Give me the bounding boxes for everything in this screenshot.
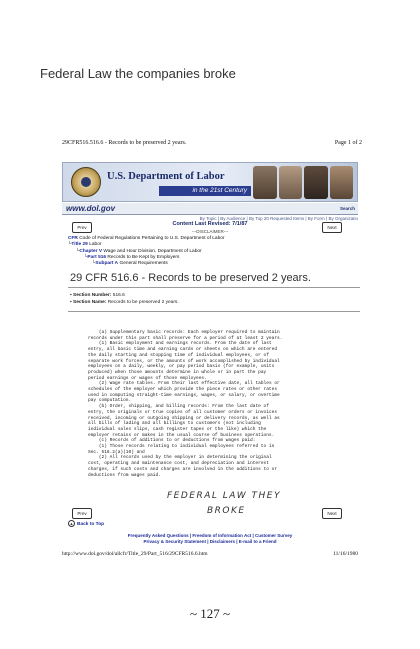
dol-banner — [62, 162, 358, 202]
banner-photo — [304, 166, 328, 199]
banner-photo — [330, 166, 354, 199]
handwritten-note-line1: FEDERAL LAW THEY — [167, 491, 281, 501]
handwritten-note-line2: BROKE — [207, 506, 246, 516]
banner-photo — [279, 166, 303, 199]
print-footer-date: 11/16/1980 — [333, 551, 358, 557]
footer-links-row2[interactable]: Privacy & Security Statement | Disclaimers | E-mail to a Friend — [143, 539, 277, 544]
footer-links-row1[interactable]: Frequently Asked Questions | Freedom of Information Act | Customer Survey — [127, 533, 293, 538]
print-header-page: Page 1 of 2 — [334, 140, 362, 146]
prev-button-bottom[interactable]: Prev — [72, 508, 92, 519]
tree-subpart-link[interactable]: Subpart A — [95, 261, 119, 267]
banner-photos — [253, 166, 353, 199]
section-number: 516.6 — [112, 293, 125, 298]
century-tagline: in the 21st Century — [159, 186, 251, 196]
next-button-bottom[interactable]: Next — [322, 508, 342, 519]
banner-photo — [253, 166, 277, 199]
next-button[interactable]: Next — [322, 222, 342, 233]
section-name: Records to be preserved 2 years. — [107, 299, 179, 305]
regulation-body-text: (a) Supplementary basic records: Each employer required to maintain records under this part shall preserve for a period of at least 2 years. (1) Basic employment and earnings records. From the date of last entry, all basic time and earning cards or sheets on which are entered the daily starting and stopping time of individual employees, or of separate work forces, or the amounts of work accomplished by individual employees on a daily, weekly, or pay period basis (for example, units produced) when those amounts determine in whole or in part the pay period earnings or wages of those employees. (2) Wage rate tables. From their last effective date, all tables or schedules of the employer which provide the piece rates or other rates used in computing straight-time earnings, wages, or salary, or overtime pay computation. (b) Order, shipping, and billing records: From the last date of entry, the originals or true copies of all customer orders or invoices received, incoming or outgoing shipping or delivery records, as well as all bills of lading and all billings to customers (not including individual sales slips, cash register tapes or the like) which the employer retains or makes in the usual course of business operations. (c) Records of additions to or deductions from wages paid: (1) Those records relating to individual employees referred to in Sec. 516.2(a)(10) and (2) All records used by the employer in determining the original cost, operating and maintenance cost, and depreciation and interest charges, if such costs and charges are involved in the additions to or deductions from wages paid. — [88, 330, 283, 478]
dept-title: U.S. Department of Labor — [107, 171, 225, 182]
back-to-top-link[interactable] — [68, 520, 104, 527]
print-footer-url: http://www.dol.gov/dol/allcfr/Title_29/Part_516/29CFR516.6.htm — [62, 551, 208, 557]
top-nav-links[interactable]: By Topic | By Audience | By Top 20 Requested Items | By Form | By Organizatio — [199, 216, 358, 221]
tree-chapter-link[interactable]: Chapter V — [79, 248, 103, 254]
tree-cfr-text: Code of Federal Regulations Pertaining to U.S. Department of Labor — [79, 236, 225, 241]
section-number-label: Section Number: — [73, 293, 112, 298]
tree-title-text: Labor — [89, 242, 102, 248]
content-revised: Content Last Revised: 7/1/87 — [172, 221, 248, 227]
tree-part-link[interactable]: Part 516 — [87, 254, 107, 260]
tree-part-text: Records to Be Kept by Employers — [107, 254, 180, 260]
prev-button[interactable]: Prev — [72, 222, 92, 233]
up-arrow-icon: ▲ — [69, 521, 74, 526]
back-to-top-label: Back to Top — [77, 522, 105, 527]
page-heading: Federal Law the companies broke — [40, 66, 236, 81]
section-name-label: Section Name: — [73, 299, 107, 305]
dol-seal-icon — [71, 167, 101, 197]
cfr-breadcrumb-tree: CFR Code of Federal Regulations Pertaining to U.S. Department of Labor └Title 29 Labor └Chapter V Wage and Hour Division, Department of Labor └Part 516 Records to Be Kept by Employers └Subpart A General Requirements — [68, 236, 225, 267]
print-header-title: 29CFR516.516.6 - Records to be preserved 2 years. — [62, 140, 187, 146]
title-divider — [68, 287, 360, 288]
search-link[interactable]: Search — [339, 206, 355, 211]
tree-subpart-text: General Requirements — [119, 261, 168, 267]
page-number: ~ 127 ~ — [189, 606, 231, 621]
site-url-bar — [62, 203, 358, 215]
document-title: 29 CFR 516.6 - Records to be preserved 2 years. — [70, 272, 311, 284]
site-url-link[interactable]: www.dol.gov — [66, 204, 116, 213]
tree-title-link[interactable]: Title 29 — [71, 242, 88, 248]
tree-cfr-link[interactable]: CFR — [68, 236, 78, 241]
section-divider — [68, 311, 360, 312]
disclaimer-link[interactable]: ---DISCLAIMER--- — [191, 229, 229, 234]
tree-chapter-text: Wage and Hour Division, Department of Labor — [103, 248, 202, 254]
section-info: ▪ Section Number: 516.6 ▪ Section Name: Records to be preserved 2 years. — [70, 293, 179, 305]
